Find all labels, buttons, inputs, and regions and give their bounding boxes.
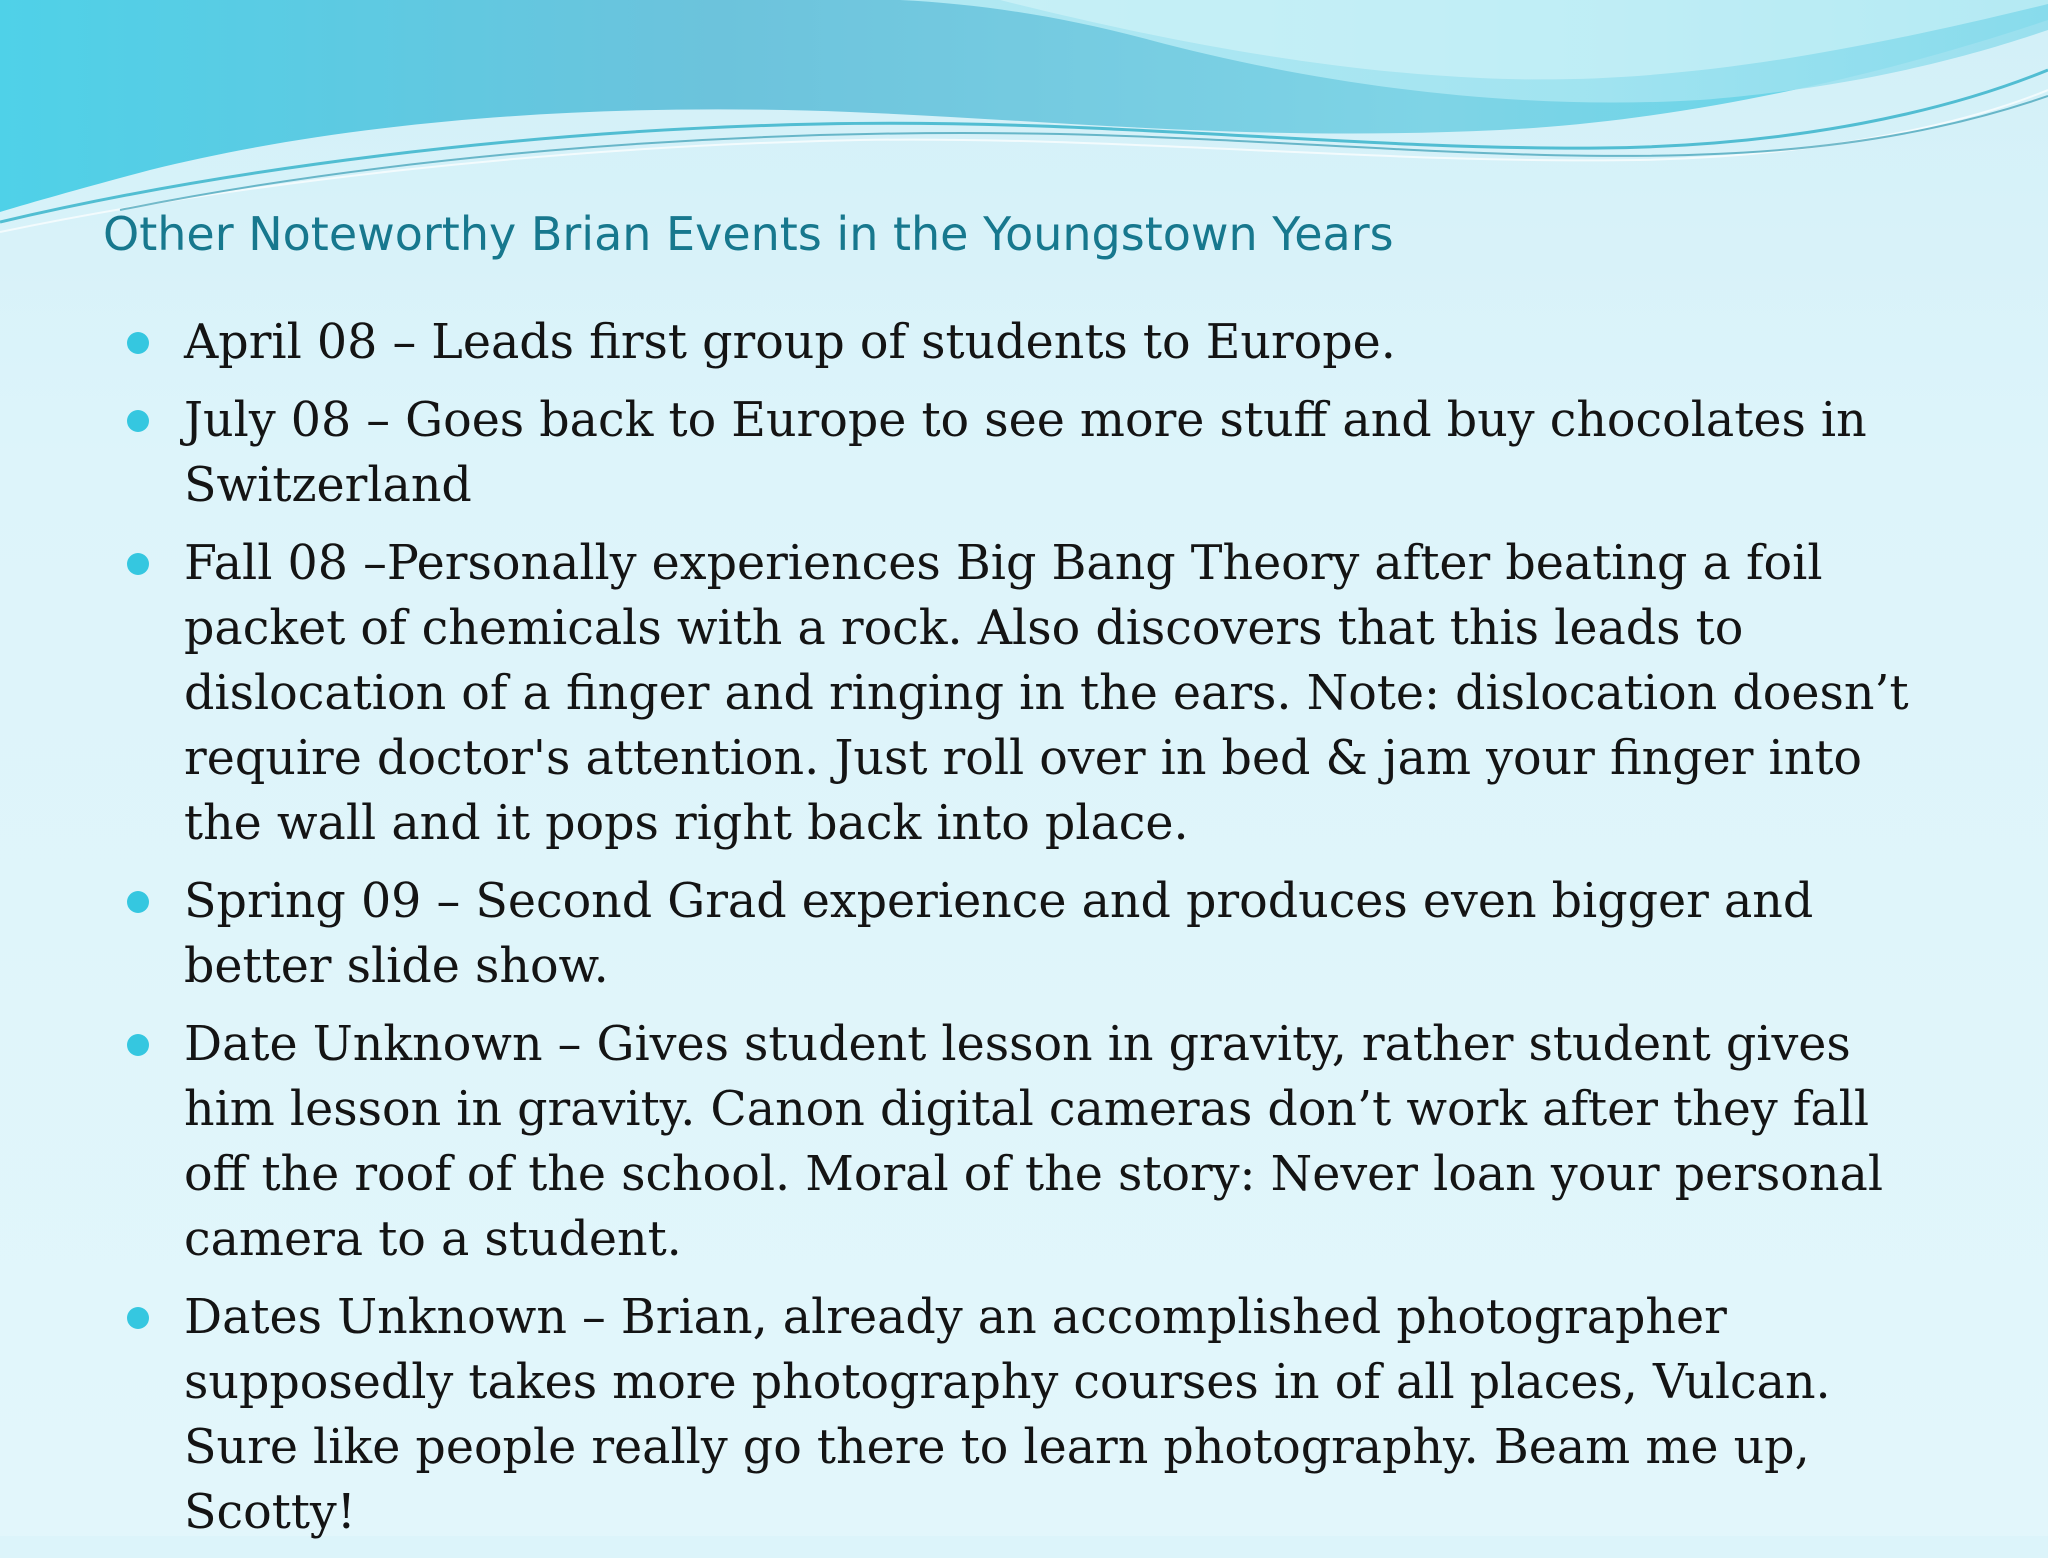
- list-item: [0, 310, 1924, 375]
- bullet-text: April 08 – Leads first group of students to Europe.: [184, 315, 1396, 370]
- bullet-icon: [127, 553, 149, 575]
- bullet-text: Spring 09 – Second Grad experience and produces even bigger and better slide show.: [184, 874, 1814, 994]
- bullet-icon: [127, 1034, 149, 1056]
- list-item: [0, 531, 1924, 856]
- bullet-icon: [127, 1307, 149, 1329]
- list-item: [0, 1012, 1924, 1272]
- list-item: [0, 1285, 1924, 1545]
- list-item: [0, 388, 1924, 518]
- bullet-icon: [127, 891, 149, 913]
- bullet-text: July 08 – Goes back to Europe to see more stuff and buy chocolates in Switzerland: [184, 393, 1867, 513]
- slide-title: Other Noteworthy Brian Events in the Youngstown Years: [103, 207, 1394, 261]
- bullet-text: Date Unknown – Gives student lesson in gravity, rather student gives him lesson in gravity. Canon digital cameras don’t work after they fall off the roof of the school. Moral of the story: Never loan your personal camera to a student.: [184, 1017, 1884, 1267]
- bullet-text: Fall 08 –Personally experiences Big Bang Theory after beating a foil packet of chemicals with a rock. Also discovers that this leads to dislocation of a finger and ringing in the ears. Note: dislocation doesn’t require doctor's attention. Just roll over in bed & jam your finger into the wall and it pops right back into place.: [184, 536, 1909, 851]
- bullet-list: [0, 310, 2048, 1558]
- list-item: [0, 869, 1924, 999]
- bullet-icon: [127, 410, 149, 432]
- bullet-text: Dates Unknown – Brian, already an accomplished photographer supposedly takes more photography courses in of all places, Vulcan. Sure like people really go there to learn photography. Beam me up, Scotty!: [184, 1290, 1831, 1540]
- bullet-icon: [127, 332, 149, 354]
